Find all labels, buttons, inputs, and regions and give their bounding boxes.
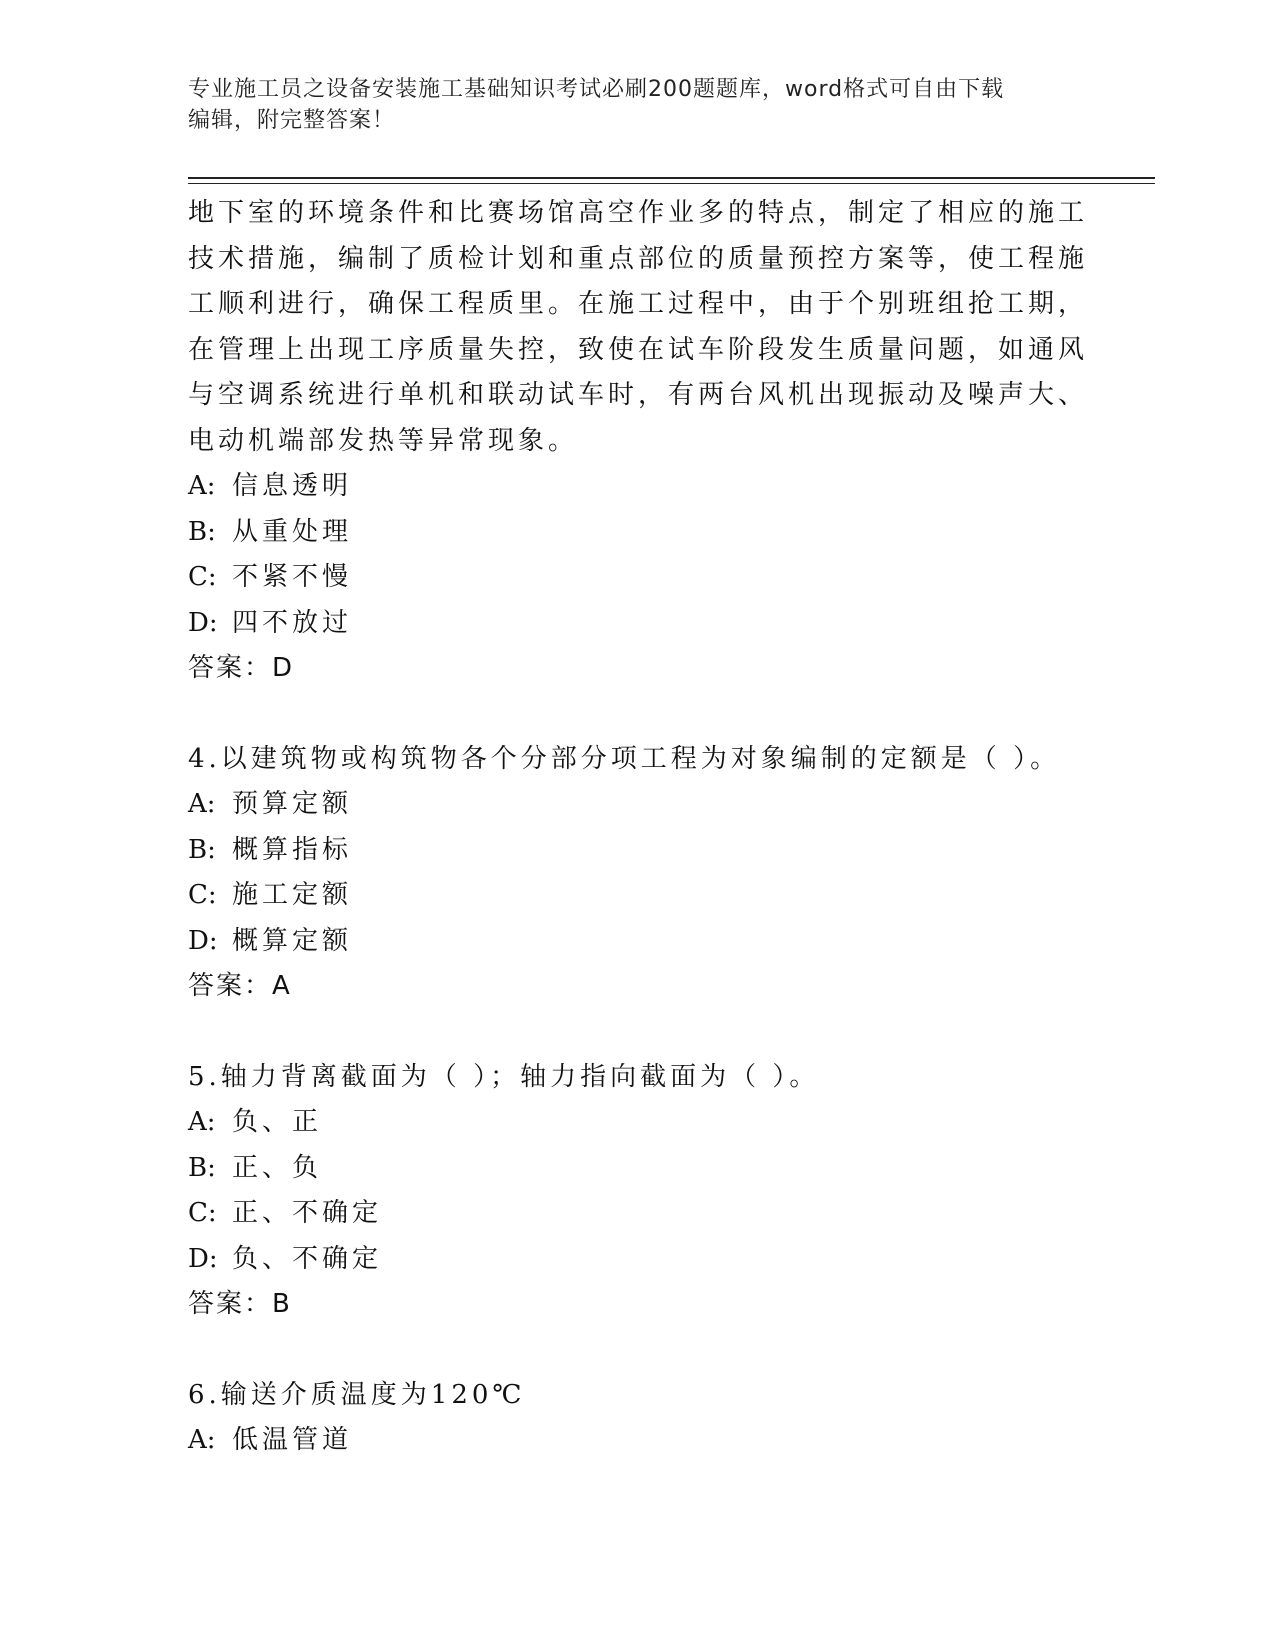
question-paragraph-line: 地下室的环境条件和比赛场馆高空作业多的特点，制定了相应的施工 [188, 198, 1089, 228]
question-paragraph-line: 与空调系统进行单机和联动试车时，有两台风机出现振动及噪声大、 [188, 380, 1089, 410]
option-b [188, 510, 1088, 556]
header-line-2: 编辑，附完整答案！ [188, 108, 396, 133]
option-text: 预算定额 [232, 789, 353, 819]
option-key: C: [188, 1198, 217, 1228]
option-key: B: [188, 834, 216, 865]
option-text: 施工定额 [232, 880, 353, 910]
option-key: D: [188, 925, 218, 956]
option-text: 信息透明 [232, 471, 353, 501]
option-a [188, 1418, 1088, 1464]
option-text: 四不放过 [232, 607, 353, 638]
answer-line: 答案：B [188, 1289, 292, 1319]
spacer [188, 1010, 1088, 1055]
option-b [188, 828, 1088, 874]
option-c [188, 873, 1088, 919]
question-paragraph-line: 电动机端部发热等异常现象。 [188, 425, 579, 456]
option-key: A: [188, 1425, 216, 1455]
header-line-1: 专业施工员之设备安装施工基础知识考试必刷200题题库，word格式可自由下载 [188, 77, 1005, 102]
option-d [188, 601, 1088, 647]
question-paragraph-line: 在管理上出现工序质量失控，致使在试车阶段发生质量问题，如通风 [188, 334, 1089, 365]
option-b [188, 1146, 1088, 1192]
option-key: C: [188, 880, 217, 910]
header-rule-top [188, 177, 1155, 179]
option-text: 从重处理 [232, 516, 353, 547]
option-key: B: [188, 516, 216, 547]
option-text: 负、不确定 [232, 1243, 383, 1274]
option-a [188, 1100, 1088, 1146]
option-a [188, 782, 1088, 828]
option-d [188, 1237, 1088, 1283]
answer-line: 答案：A [188, 971, 292, 1001]
option-key: D: [188, 607, 218, 638]
option-text: 低温管道 [232, 1425, 353, 1455]
option-key: A: [188, 1107, 216, 1137]
option-text: 正、不确定 [232, 1198, 383, 1228]
question-4 [188, 737, 1088, 1010]
question-title: 6.输送介质温度为120℃ [188, 1379, 526, 1410]
page-header [188, 74, 1088, 136]
question-paragraph-line: 工顺利进行，确保工程质里。在施工过程中，由于个别班组抢工期， [188, 289, 1089, 319]
option-text: 负、正 [232, 1107, 323, 1137]
option-c [188, 555, 1088, 601]
option-d [188, 919, 1088, 965]
option-c [188, 1191, 1088, 1237]
option-text: 不紧不慢 [232, 562, 353, 592]
option-key: D: [188, 1243, 218, 1274]
option-text: 概算定额 [232, 925, 353, 956]
option-text: 正、负 [232, 1152, 323, 1183]
question-title: 5.轴力背离截面为（ ）；轴力指向截面为（ ）。 [188, 1061, 820, 1092]
option-a [188, 464, 1088, 510]
question-title: 4.以建筑物或构筑物各个分部分项工程为对象编制的定额是（ ）。 [188, 743, 1061, 774]
question-5 [188, 1055, 1088, 1328]
option-key: A: [188, 789, 216, 819]
spacer [188, 692, 1088, 737]
answer-line: 答案：D [188, 653, 295, 683]
document-body [188, 191, 1088, 1464]
question-3 [188, 191, 1088, 692]
option-key: A: [188, 471, 216, 501]
option-key: B: [188, 1152, 216, 1183]
spacer [188, 1328, 1088, 1373]
option-text: 概算指标 [232, 834, 353, 865]
header-rule-bottom [188, 183, 1155, 184]
question-6 [188, 1373, 1088, 1464]
option-key: C: [188, 562, 217, 592]
question-paragraph-line: 技术措施，编制了质检计划和重点部位的质量预控方案等，使工程施 [188, 243, 1089, 274]
